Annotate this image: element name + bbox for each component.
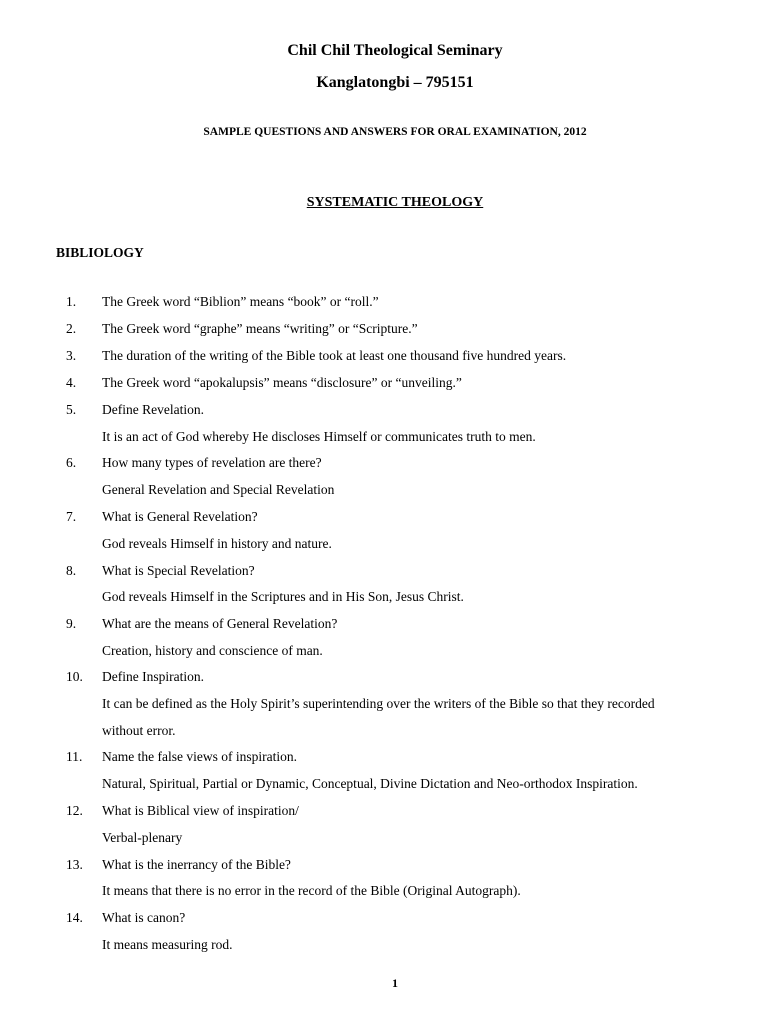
- item-answer: It means that there is no error in the record of the Bible (Original Autograph).: [102, 883, 521, 898]
- institution-address: Kanglatongbi – 795151: [316, 74, 474, 91]
- item-answer: It can be defined as the Holy Spirit’s superintending over the writers of the Bible so that they recorded: [102, 696, 655, 711]
- item-number: 8.: [66, 563, 77, 578]
- item-number: 10.: [66, 669, 83, 684]
- item-question: What is the inerrancy of the Bible?: [102, 857, 291, 872]
- item-answer: God reveals Himself in history and nature.: [102, 536, 332, 551]
- item-answer: It is an act of God whereby He discloses Himself or communicates truth to men.: [102, 429, 536, 444]
- item-answer: General Revelation and Special Revelation: [102, 482, 335, 497]
- item-answer: It means measuring rod.: [102, 937, 233, 952]
- document-subtitle: SAMPLE QUESTIONS AND ANSWERS FOR ORAL EXAMINATION, 2012: [203, 126, 587, 138]
- item-answer: Verbal-plenary: [102, 830, 183, 845]
- item-number: 1.: [66, 294, 77, 309]
- section-title: SYSTEMATIC THEOLOGY: [306, 195, 484, 210]
- item-text: The duration of the writing of the Bible took at least one thousand five hundred years.: [102, 348, 567, 363]
- item-text: The Greek word “apokalupsis” means “disclosure” or “unveiling.”: [102, 375, 462, 390]
- item-number: 5.: [66, 402, 77, 417]
- item-number: 9.: [66, 616, 77, 631]
- item-question: What is General Revelation?: [102, 509, 258, 524]
- item-number: 11.: [66, 749, 83, 764]
- item-answer-continued: without error.: [102, 723, 176, 738]
- item-number: 14.: [66, 910, 83, 925]
- item-question: Define Inspiration.: [102, 669, 204, 684]
- item-question: Name the false views of inspiration.: [102, 749, 297, 764]
- item-answer: Natural, Spiritual, Partial or Dynamic, Conceptual, Divine Dictation and Neo-orthodox Inspiration.: [102, 776, 638, 791]
- item-question: What is canon?: [102, 910, 186, 925]
- item-answer: God reveals Himself in the Scriptures and in His Son, Jesus Christ.: [102, 589, 464, 604]
- item-number: 6.: [66, 455, 77, 470]
- page-number: 1: [392, 976, 398, 990]
- item-question: Define Revelation.: [102, 402, 204, 417]
- subsection-heading: BIBLIOLOGY: [56, 245, 144, 260]
- item-answer: Creation, history and conscience of man.: [102, 643, 323, 658]
- item-text: The Greek word “graphe” means “writing” or “Scripture.”: [102, 321, 418, 336]
- item-number: 3.: [66, 348, 77, 363]
- item-question: What is Special Revelation?: [102, 563, 255, 578]
- item-question: What are the means of General Revelation?: [102, 616, 338, 631]
- item-question: How many types of revelation are there?: [102, 455, 322, 470]
- item-text: The Greek word “Biblion” means “book” or “roll.”: [102, 294, 379, 309]
- item-number: 13.: [66, 857, 83, 872]
- item-question: What is Biblical view of inspiration/: [102, 803, 299, 818]
- item-number: 2.: [66, 321, 77, 336]
- item-number: 4.: [66, 375, 77, 390]
- item-number: 12.: [66, 803, 83, 818]
- item-number: 7.: [66, 509, 77, 524]
- institution-title: Chil Chil Theological Seminary: [287, 42, 503, 59]
